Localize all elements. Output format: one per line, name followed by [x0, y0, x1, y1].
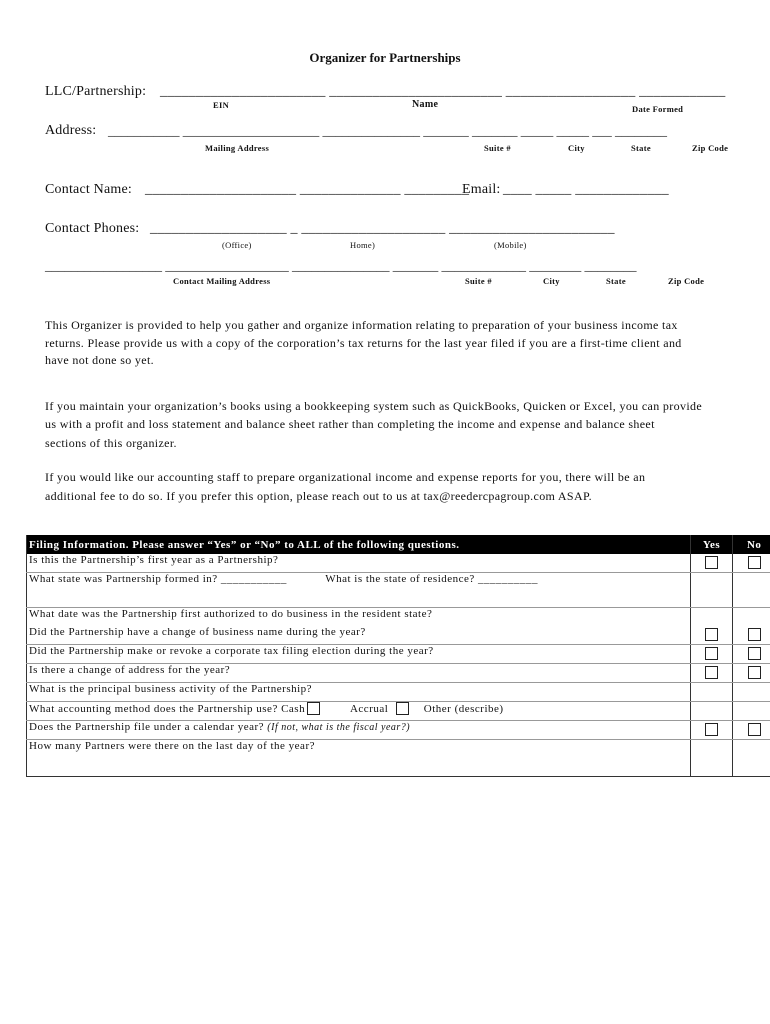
first-year-no-checkbox[interactable] [748, 556, 761, 569]
question-row [27, 573, 770, 608]
question-partner-count: How many Partners were there on the last day of the year? [27, 740, 691, 777]
bookkeeping-paragraph-line-1: If you maintain your organization’s books using a bookkeeping system such as QuickBooks, Quicken or Excel, you can provide [45, 399, 703, 413]
contact-mailing-address-field[interactable]: __________________ ___________________ _______________ _______ _____________ ________ ________ [45, 258, 637, 273]
question-row [27, 721, 770, 740]
accrual-checkbox[interactable] [396, 702, 409, 715]
intro-paragraph-line-1: This Organizer is provided to help you gather and organize information relating to preparation of your business income tax [45, 318, 678, 332]
contact-phones-label: Contact Phones: [45, 221, 140, 236]
other-describe-label: Other (describe) [423, 703, 504, 715]
question-row [27, 645, 770, 664]
question-tax-election: Did the Partnership make or revoke a corporate tax filing election during the year? [27, 645, 691, 664]
state-label: State [631, 143, 651, 153]
filing-header: Filing Information. Please answer “Yes” or “No” to ALL of the following questions. [27, 535, 691, 554]
fee-paragraph-line-2: additional fee to do so. If you prefer this option, please reach out to us at tax@reedercpagroup.com ASAP. [45, 489, 593, 503]
intro-paragraph-line-3: have not done so yet. [45, 353, 154, 367]
contact-city-label: City [543, 276, 560, 286]
address-change-no-checkbox[interactable] [748, 666, 761, 679]
calendar-year-yes-checkbox[interactable] [705, 723, 718, 736]
bookkeeping-paragraph-line-2: us with a profit and loss statement and balance sheet rather than completing the income and expense and balance sheet [45, 417, 655, 431]
no-column-header: No [733, 535, 770, 554]
cash-checkbox[interactable] [307, 702, 320, 715]
contact-suite-label: Suite # [465, 276, 492, 286]
contact-name-label: Contact Name: [45, 182, 132, 197]
ein-label: EIN [213, 100, 230, 110]
city-label: City [568, 143, 585, 153]
intro-paragraph-line-2: returns. Please provide us with a copy of the corporation’s tax returns for the last year filed if you are a first-time client and [45, 336, 682, 350]
contact-phones-field[interactable]: ___________________ _ ____________________ _______________________ [150, 221, 615, 236]
contact-mailing-address-label: Contact Mailing Address [173, 276, 271, 286]
calendar-year-no-checkbox[interactable] [748, 723, 761, 736]
llc-partnership-label: LLC/Partnership: [45, 84, 147, 99]
email-field[interactable]: ____ _____ _____________ [503, 182, 669, 197]
question-name-change: Did the Partnership have a change of business name during the year? [27, 626, 691, 645]
accounting-method-text: What accounting method does the Partnership use? [29, 703, 278, 715]
contact-state-label: State [606, 276, 626, 286]
question-row [27, 664, 770, 683]
question-calendar-year [27, 721, 691, 740]
question-row [27, 702, 770, 721]
contact-name-field[interactable]: _____________________ ______________ _________ [145, 182, 470, 197]
office-phone-label: (Office) [222, 240, 252, 250]
question-accounting-method [27, 702, 691, 721]
accrual-label: Accrual [349, 703, 389, 715]
address-field[interactable]: ___________ _____________________ _______________ _______ _______ _____ _____ ___ ________ [108, 123, 667, 138]
filing-information-table [26, 535, 770, 777]
name-change-no-checkbox[interactable] [748, 628, 761, 641]
date-formed-label: Date Formed [632, 104, 684, 114]
mailing-address-label: Mailing Address [205, 143, 270, 153]
contact-zip-label: Zip Code [668, 276, 705, 286]
bookkeeping-paragraph-line-3: sections of this organizer. [45, 436, 177, 450]
home-phone-label: Home) [350, 240, 376, 250]
question-address-change: Is there a change of address for the year? [27, 664, 691, 683]
tax-election-no-checkbox[interactable] [748, 647, 761, 660]
mobile-phone-label: (Mobile) [494, 240, 527, 250]
address-change-yes-checkbox[interactable] [705, 666, 718, 679]
name-label: Name [412, 99, 439, 110]
page-title: Organizer for Partnerships [309, 50, 461, 65]
question-row [27, 683, 770, 702]
yes-column-header: Yes [690, 535, 733, 554]
suite-label: Suite # [484, 143, 511, 153]
email-label: Email: [462, 182, 501, 197]
calendar-year-text: Does the Partnership file under a calendar year? [29, 721, 265, 733]
fee-paragraph-line-1: If you would like our accounting staff to prepare organizational income and expense reports for you, there will be an [45, 470, 646, 484]
zip-code-label: Zip Code [692, 143, 729, 153]
state-formed-text[interactable]: What state was Partnership formed in? ___________ [29, 573, 287, 585]
first-year-yes-checkbox[interactable] [705, 556, 718, 569]
tax-election-yes-checkbox[interactable] [705, 647, 718, 660]
question-first-year: Is this the Partnership’s first year as a Partnership? [27, 554, 691, 573]
cash-label: Cash [281, 703, 306, 715]
question-date-authorized: What date was the Partnership first authorized to do business in the resident state? [27, 608, 691, 627]
question-row [27, 608, 770, 627]
question-row [27, 554, 770, 573]
fiscal-year-note: (If not, what is the fiscal year?) [267, 722, 411, 733]
filing-header-row [27, 535, 770, 554]
llc-partnership-field[interactable]: _______________________ ________________________ __________________ ____________ [160, 84, 726, 99]
name-change-yes-checkbox[interactable] [705, 628, 718, 641]
question-business-activity: What is the principal business activity of the Partnership? [27, 683, 691, 702]
question-state-formed [27, 573, 691, 608]
question-row [27, 740, 770, 777]
address-label: Address: [45, 123, 97, 138]
state-residence-text[interactable]: What is the state of residence? __________ [325, 573, 539, 585]
question-row [27, 626, 770, 645]
